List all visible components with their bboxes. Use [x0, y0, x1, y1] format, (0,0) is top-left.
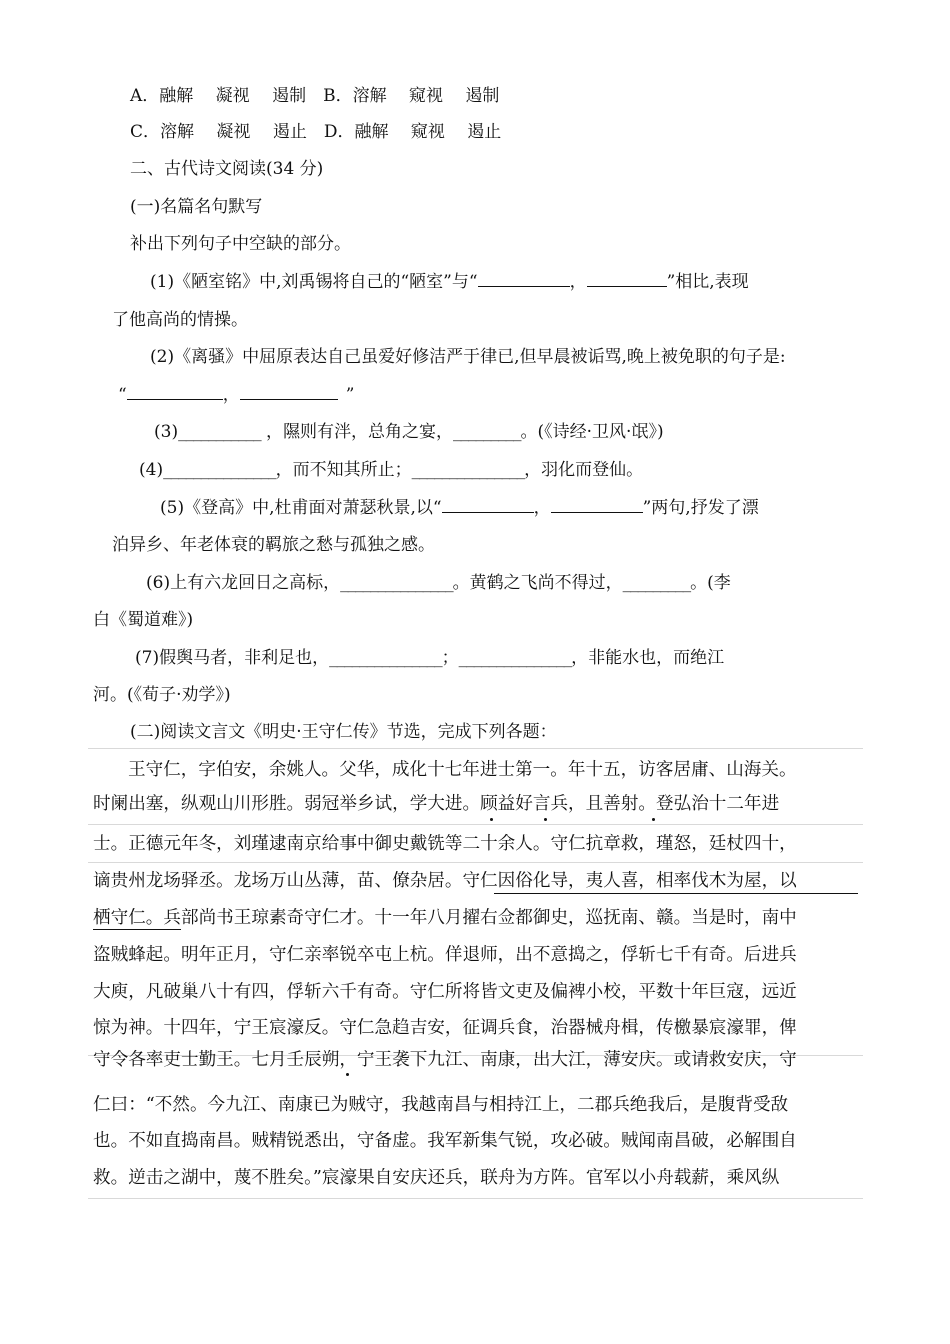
question-7	[135, 646, 724, 670]
question-3-text: ，隰则有泮，总角之宴，	[260, 422, 453, 442]
passage-rule	[88, 824, 863, 825]
question-1-text-2: ”相比,表现	[666, 272, 749, 292]
options-line-1: A．融解 凝视 遏制 B．溶解 窥视 遏制	[130, 86, 500, 106]
question-5-text: (5)《登高》中,杜甫面对萧瑟秋景,以“	[160, 498, 442, 518]
instruction-text: 补出下列句子中空缺的部分。	[130, 234, 351, 254]
question-7-text-2: ，非能水也，而绝江	[571, 648, 725, 668]
passage-line: 时阑出塞，纵观山川形胜。弱冠举乡试，学大进。顾益好言兵，且善射。登弘治十二年进	[93, 794, 780, 814]
question-2-comma: ，	[222, 385, 240, 405]
part2-heading: (二)阅读文言文《明史·王守仁传》节选，完成下列各题：	[130, 722, 557, 742]
answer-blank[interactable]: _______________	[329, 648, 442, 668]
question-5-continued: 泊异乡、年老体衰的羁旅之愁与孤独之感。	[112, 535, 435, 555]
question-1	[150, 270, 749, 294]
question-6	[146, 571, 731, 595]
answer-blank[interactable]	[442, 496, 534, 513]
passage-line: 惊为神。十四年，宁王宸濠反。守仁急趋吉安，征调兵食，治器械舟楫，传檄暴宸濠罪，俾	[93, 1018, 797, 1038]
question-1-text: (1)《陋室铭》中,刘禹锡将自己的“陋室”与“	[150, 272, 478, 292]
options-line-2: C．溶解 凝视 遏止 D．融解 窥视 遏止	[130, 122, 502, 142]
passage-line: 盗贼蜂起。明年正月，守仁亲率锐卒屯上杭。佯退师，出不意捣之，俘斩七千有奇。后进兵	[93, 945, 797, 965]
passage-line: 守令各率吏士勤王。七月壬辰朔，宁王袭下九江、南康，出大江，薄安庆。或请救安庆，守	[93, 1050, 797, 1070]
passage-line: 大庾，凡破巢八十有四，俘斩六千有奇。守仁所将皆文吏及偏裨小校，平数十年巨寇，远近	[93, 982, 797, 1002]
answer-blank[interactable]: _________	[453, 422, 521, 442]
question-4-text-2: ，羽化而登仙。	[524, 460, 644, 480]
answer-blank[interactable]	[240, 383, 338, 400]
question-3-number: (3)	[154, 422, 179, 442]
question-1-comma: ，	[569, 272, 587, 292]
passage-rule	[88, 1198, 863, 1199]
passage-line: 栖守仁。兵部尚书王琼素奇守仁才。十一年八月擢右佥都御史，巡抚南、赣。当是时，南中	[93, 908, 797, 928]
question-6-text: (6)上有六龙回日之高标，	[146, 573, 341, 593]
question-4	[139, 458, 643, 482]
question-7-text: (7)假舆马者，非利足也，	[135, 648, 330, 668]
answer-blank[interactable]	[127, 383, 223, 400]
passage-underline	[494, 893, 858, 894]
question-2-answers	[118, 383, 354, 407]
section-heading: 二、古代诗文阅读(34 分)	[130, 159, 324, 179]
passage-rule	[88, 748, 863, 749]
question-3	[154, 420, 664, 444]
question-7-continued: 河。(《荀子·劝学》)	[93, 685, 231, 705]
question-2-close-quote: ”	[345, 385, 355, 405]
passage-line: 士。正德元年冬，刘瑾逮南京给事中御史戴铣等二十余人。守仁抗章救，瑾怒，廷杖四十，	[93, 834, 797, 854]
question-6-continued: 白《蜀道难》)	[93, 610, 194, 630]
answer-blank[interactable]: _________	[622, 573, 691, 593]
answer-blank[interactable]: ___________	[178, 422, 261, 442]
answer-blank[interactable]: _______________	[163, 460, 276, 480]
passage-rule	[88, 862, 863, 863]
passage-underline	[93, 929, 181, 930]
question-1-continued: 了他高尚的情操。	[112, 310, 248, 330]
passage-line: 救。逆击之湖中，蔑不胜矣。”宸濠果自安庆还兵，联舟为方阵。官军以小舟载薪，乘风纵	[93, 1168, 780, 1188]
question-3-source: 。(《诗经·卫风·氓》)	[520, 422, 664, 442]
answer-blank[interactable]: _______________	[340, 573, 453, 593]
answer-blank[interactable]	[587, 270, 667, 287]
part1-heading: (一)名篇名句默写	[130, 197, 263, 217]
answer-blank[interactable]: _______________	[411, 460, 525, 480]
question-5-comma: ，	[533, 498, 551, 518]
question-4-text: ，而不知其所止；	[275, 460, 412, 480]
emphasis-dot	[544, 818, 547, 821]
answer-blank[interactable]	[478, 270, 570, 287]
passage-line: 王守仁，字伯安，余姚人。父华，成化十七年进士第一。年十五，访客居庸、山海关。	[128, 760, 797, 780]
question-6-text-2: 。黄鹤之飞尚不得过，	[452, 573, 623, 593]
question-6-text-3: 。(李	[690, 573, 731, 593]
emphasis-dot	[346, 1073, 349, 1076]
question-5-text-2: ”两句,抒发了漂	[642, 498, 759, 518]
passage-line: 也。不如直捣南昌。贼精锐悉出，守备虚。我军新集气锐，攻必破。贼闻南昌破，必解围自	[93, 1131, 797, 1151]
question-5	[160, 496, 759, 520]
answer-blank[interactable]: _______________	[458, 648, 572, 668]
question-4-number: (4)	[139, 460, 164, 480]
question-2: (2)《离骚》中屈原表达自己虽爱好修洁严于律已,但早晨被诟骂,晚上被免职的句子是:	[150, 347, 786, 367]
emphasis-dot	[652, 818, 655, 821]
question-2-open-quote: “	[118, 385, 127, 405]
emphasis-dot	[490, 818, 493, 821]
question-7-semicolon: ；	[441, 648, 459, 668]
answer-blank[interactable]	[551, 496, 643, 513]
passage-line: 仁曰：“不然。今九江、南康已为贼守，我越南昌与相持江上，二郡兵绝我后，是腹背受敌	[93, 1095, 789, 1115]
passage-line: 谪贵州龙场驿丞。龙场万山丛薄，苗、僚杂居。守仁因俗化导，夷人喜，相率伐木为屋，以	[93, 871, 797, 891]
